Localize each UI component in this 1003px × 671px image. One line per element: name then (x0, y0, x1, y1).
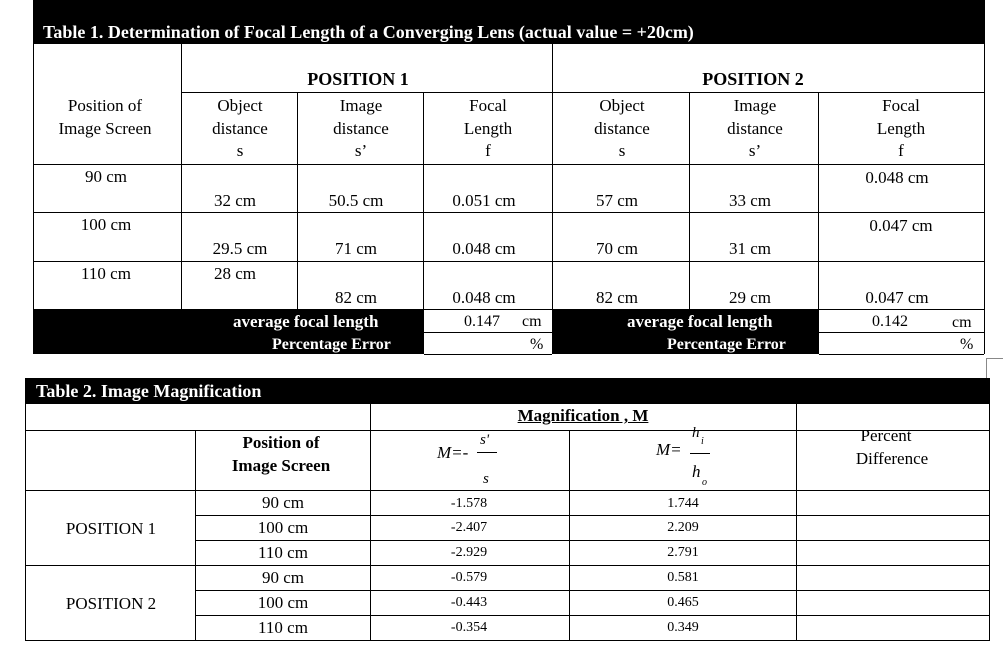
t2-p1-row3-m2: 2.791 (667, 545, 699, 560)
table1-title: Table 1. Determination of Focal Length of a Converging Lens (actual value = +20cm) (43, 22, 694, 42)
p2-col-object-2: distance (594, 119, 650, 138)
t1-row1-p1-s: 32 cm (213, 191, 257, 210)
t2-p2-row2-screen: 100 cm (257, 593, 309, 612)
t2-p1-row3-m1: -2.929 (450, 545, 488, 560)
t1-row1-p2-sp: 33 cm (728, 191, 772, 210)
p1-col-image-2: distance (333, 119, 389, 138)
p1-avg-unit: cm (522, 313, 542, 330)
p2-col-image-2: distance (727, 119, 783, 138)
p1-col-object-2: distance (212, 119, 268, 138)
t1-row2-p1-f: 0.048 cm (452, 239, 516, 258)
t2-p2-row1-screen: 90 cm (261, 568, 305, 587)
t2-p2-row3-m1: -0.354 (450, 620, 488, 635)
p2-col-focal-3: f (898, 141, 904, 160)
t2-p1-row1-m1: -1.578 (450, 496, 488, 511)
t1-row2-p1-sp: 71 cm (334, 239, 378, 258)
p1-col-image-1: Image (339, 96, 383, 115)
col-screen-line2: Image Screen (58, 119, 152, 138)
t2-p1-row2-m2: 2.209 (667, 520, 699, 535)
p1-col-focal-2: Length (463, 119, 513, 138)
t1-row1-p2-f: 0.048 cm (865, 168, 929, 187)
t1-row3-p1-sp: 82 cm (334, 288, 378, 307)
p2-col-focal-2: Length (876, 119, 926, 138)
p2-pct-unit: % (960, 336, 974, 353)
p2-avg-label: average focal length (627, 312, 773, 331)
magnification-header: Magnification , M (517, 406, 649, 425)
p1-col-focal-1: Focal (469, 96, 507, 115)
t2-p2-row3-m2: 0.349 (667, 620, 699, 635)
p2-col-image-1: Image (733, 96, 777, 115)
p1-col-image-3: s’ (354, 141, 368, 160)
p2-pct-label: Percentage Error (667, 336, 786, 353)
col-screen-line1: Position of (67, 96, 143, 115)
t1-row1-p1-sp: 50.5 cm (328, 191, 384, 210)
t1-row1-screen: 90 cm (84, 167, 128, 186)
t1-row2-p2-f: 0.047 cm (869, 216, 933, 235)
position1-header: POSITION 1 (307, 69, 409, 89)
p2-avg-unit: cm (952, 314, 972, 331)
table2-title: Table 2. Image Magnification (36, 381, 262, 401)
t2-p1-row1-screen: 90 cm (261, 493, 305, 512)
t1-row3-p2-s: 82 cm (595, 288, 639, 307)
t1-row3-screen: 110 cm (81, 264, 131, 283)
p1-col-object-3: s (236, 141, 244, 160)
t1-row1-p2-s: 57 cm (595, 191, 639, 210)
p2-col-focal-1: Focal (882, 96, 920, 115)
t2-p1-row1-m2: 1.744 (667, 496, 699, 511)
percent-diff-header-1: Percent (860, 426, 912, 445)
t2-p1-row2-m1: -2.407 (450, 520, 488, 535)
text-boundary-marker (986, 358, 1003, 379)
group-position1-label: POSITION 1 (65, 519, 157, 538)
t2-screen-header-1: Position of (242, 433, 320, 452)
t1-row1-p1-f: 0.051 cm (452, 191, 516, 210)
t1-row3-p2-f: 0.047 cm (865, 288, 929, 307)
t1-row2-p2-sp: 31 cm (728, 239, 772, 258)
t2-p2-row2-m1: -0.443 (450, 595, 488, 610)
t2-screen-header-2: Image Screen (231, 456, 331, 475)
p2-col-object-1: Object (599, 96, 645, 115)
t1-row2-p2-s: 70 cm (595, 239, 639, 258)
p1-col-focal-3: f (485, 141, 491, 160)
p1-avg-value: 0.147 (464, 313, 500, 330)
t1-row3-p1-f: 0.048 cm (452, 288, 516, 307)
percent-diff-header-2: Difference (855, 449, 929, 468)
t1-row2-p1-s: 29.5 cm (212, 239, 268, 258)
p1-pct-unit: % (530, 336, 544, 353)
p1-pct-label: Percentage Error (272, 336, 391, 353)
p2-col-image-3: s’ (748, 141, 762, 160)
t2-p2-row2-m2: 0.465 (667, 595, 699, 610)
t2-p2-row3-screen: 110 cm (258, 618, 308, 637)
position2-header: POSITION 2 (702, 69, 804, 89)
t2-p1-row3-screen: 110 cm (258, 543, 308, 562)
t1-row3-p2-sp: 29 cm (728, 288, 772, 307)
t1-row2-screen: 100 cm (80, 215, 132, 234)
group-position2-label: POSITION 2 (65, 594, 157, 613)
p2-avg-value: 0.142 (872, 313, 908, 330)
p1-col-object-1: Object (217, 96, 263, 115)
t1-row3-p1-s: 28 cm (213, 264, 257, 283)
t2-p2-row1-m1: -0.579 (450, 570, 488, 585)
t2-p1-row2-screen: 100 cm (257, 518, 309, 537)
p2-col-object-3: s (618, 141, 626, 160)
p1-avg-label: average focal length (233, 312, 379, 331)
t2-p2-row1-m2: 0.581 (667, 570, 699, 585)
